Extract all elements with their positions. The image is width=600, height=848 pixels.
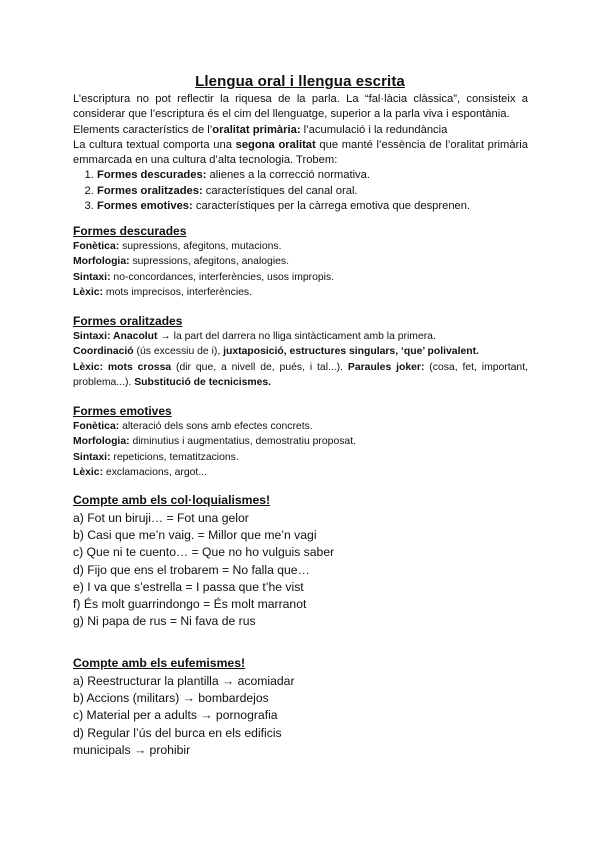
bold-term: Paraules joker: [347,361,425,373]
list-item [97,184,528,199]
bold-term: Lèxic: [73,466,104,478]
section-formes-descurades [73,223,528,300]
bold-term: Lèxic: [73,286,104,298]
section-row [73,254,528,269]
list-item [97,199,528,214]
section-formes-emotives [73,403,528,480]
text-run: repeticions, tematitzacions. [110,451,239,463]
text-run: → la part del darrera no lliga sintàcticament amb la primera. [157,331,436,342]
list-item: b) Casi que me’n vaig. = Millor que me’n vagi [73,528,317,543]
section-row [73,270,528,285]
text-run: l’acumulació i la redundància [300,123,448,136]
text-run: alienes a la correcció normativa. [206,169,370,182]
bold-term: Morfologia: [73,436,130,448]
forms-list [73,168,528,214]
section-heading: Compte amb els eufemismes! [73,656,246,670]
text-run: supressions, afegitons, mutacions. [119,241,282,252]
bold-term: juxtaposició, estructures singulars, ‘que’ polivalent. [223,346,479,358]
bold-term: oralitat primària: [212,123,301,136]
list-item: a) Fot un biruji… = Fot una gelor [73,511,249,525]
bold-term: Formes descurades: [97,169,207,182]
list-item: a) Reestructurar la plantilla → acomiadar [73,674,295,688]
text-run: mots imprecisos, interferències. [103,286,253,298]
section-row [73,450,528,465]
bold-term: Sintaxi: Anacolut [73,331,158,342]
list-item: c) Material per a adults → pornografia [73,708,278,723]
text-run: diminutius i augmentatius, demostratiu proposat. [129,436,356,448]
text-run: característiques per la càrrega emotiva que desprenen. [192,200,471,213]
intro-paragraph-3 [73,138,528,169]
text-run: La cultura textual comporta una [73,138,236,151]
section-row [73,465,528,480]
bold-term: Morfologia: [73,256,130,268]
list-item: d) Fijo que ens el trobarem = No falla que… [73,562,310,577]
bold-term: Sintaxi: [73,451,111,463]
section-colloquialismes [73,492,343,630]
section-row [73,344,528,359]
bold-term: Lèxic: mots crossa [73,361,172,373]
bold-term: Sintaxi: [73,271,111,283]
text-run: (dir que, a nivell de, pués, i tal...). [171,361,348,373]
text-run: exclamacions, argot... [103,466,207,478]
text-run: característiques del canal oral. [202,184,358,197]
intro-paragraph-2 [73,123,528,138]
bold-term: Fonètica: [73,241,120,252]
text-run: (cosa, fet, important, problema...). [73,361,528,388]
list-item: b) Accions (militars) → bombardejos [73,691,269,706]
page-title: Llengua oral i llengua escrita [195,73,405,90]
text-run: alteració dels sons amb efectes concrets. [119,421,313,432]
text-run: Elements característics de l’ [73,123,213,136]
bold-term: Formes oralitzades: [97,184,203,197]
list-item [97,168,528,183]
intro-section [73,92,528,214]
list-item: c) Que ni te cuento… = Que no ho vulguis saber [73,545,335,560]
section-row [73,285,528,300]
section-heading: Formes oralitzades [73,314,183,328]
bold-term: Coordinació [73,346,134,358]
section-heading: Compte amb els col·loquialismes! [73,493,271,507]
section-heading: Formes descurades [73,224,187,238]
section-row [73,329,528,344]
section-row [73,434,528,449]
text-run: no-concordances, interferències, usos impropis. [110,271,335,283]
text-run: supressions, afegitons, analogies. [129,256,289,268]
section-heading: Formes emotives [73,404,172,418]
list-item: d) Regular l’ús del burca en els edificis municipals → prohibir [73,725,282,757]
list-item: g) Ni papa de rus = Ni fava de rus [73,614,256,629]
section-row [73,419,528,434]
section-row [73,239,528,254]
section-formes-oralitzades [73,313,528,390]
intro-paragraph-1: L’escriptura no pot reflectir la riquesa de la parla. La “fal·làcia clàssica”, consisteix a considerar que l’escriptura és el cim del llenguatge, superior a la parla viva i espontània. [73,93,528,121]
text-run: que manté l’essència de l’oralitat primària emmarcada en una cultura d’alta tecnologia. Trobem: [73,138,529,167]
list-item: f) És molt guarrindongo = És molt marranot [73,597,307,612]
bold-term: Formes emotives: [97,200,193,213]
section-eufemismes [73,655,313,759]
list-item: e) I va que s’estrella = I passa que t’he vist [73,579,304,594]
bold-term: Fonètica: [73,421,120,432]
section-row [73,360,528,391]
bold-term: segona oralitat [235,138,316,151]
text-run: (ús excessiu de i), [133,346,224,358]
bold-term: Substitució de tecnicismes. [134,376,272,388]
